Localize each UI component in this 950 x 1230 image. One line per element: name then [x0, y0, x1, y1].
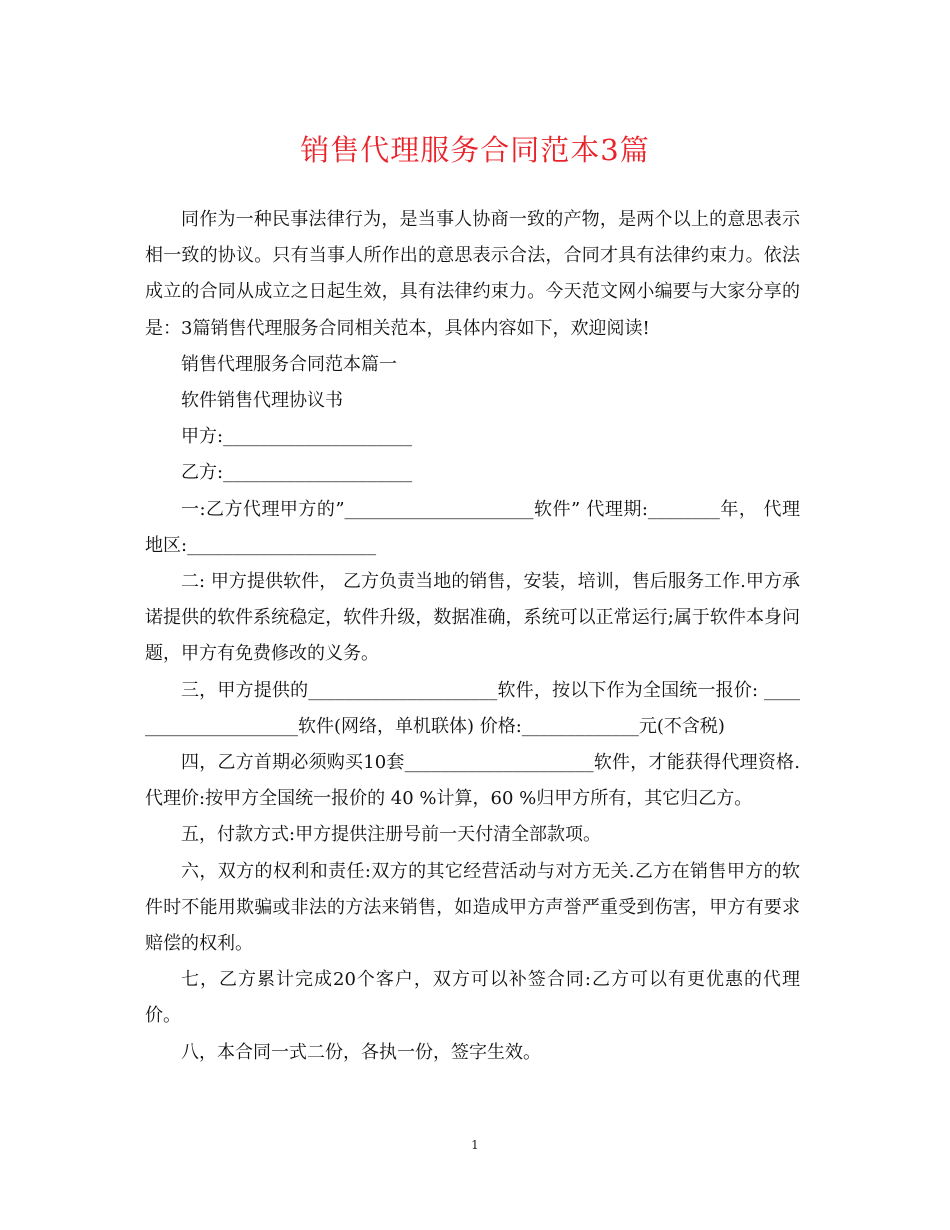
document-title: 销售代理服务合同范本3篇	[300, 133, 650, 167]
party-b-line: 乙方:_____________________	[181, 462, 413, 484]
party-a-line: 甲方:_____________________	[181, 426, 413, 448]
clause-7: 七，乙方累计完成20个客户，双方可以补签合同:乙方可以有更优惠的代理价。	[145, 969, 800, 1027]
clause-6: 六，双方的权利和责任:双方的其它经营活动与对方无关.乙方在销售甲方的软件时不能用欺骗或非法的方法来销售，如造成甲方声誉严重受到伤害，甲方有要求赔偿的权利。	[145, 860, 800, 955]
page-number: 1	[471, 1138, 479, 1152]
intro-paragraph: 同作为一种民事法律行为，是当事人协商一致的产物，是两个以上的意思表示相一致的协议。只有当事人所作出的意思表示合法，合同才具有法律约束力。依法成立的合同从成立之日起生效，具有法律约束力。今天范文网小编要与大家分享的是：3篇销售代理服务合同相关范本，具体内容如下，欢迎阅读!	[145, 209, 800, 339]
agreement-title: 软件销售代理协议书	[181, 390, 343, 412]
clause-1: 一:乙方代理甲方的”_____________________软件” 代理期:________年， 代理地区:_____________________	[145, 498, 800, 556]
document-body	[145, 202, 800, 1071]
section-heading: 销售代理服务合同范本篇一	[181, 353, 397, 375]
clause-3: 三，甲方提供的_____________________软件，按以下作为全国统一报价: _____________________软件(网络，单机联体) 价格:_____________元(不含税)	[145, 679, 800, 737]
clause-2: 二: 甲方提供软件， 乙方负责当地的销售，安装，培训，售后服务工作.甲方承诺提供的软件系统稳定，软件升级，数据准确，系统可以正常运行;属于软件本身问题，甲方有免费修改的义务。	[145, 571, 800, 665]
clause-5: 五，付款方式:甲方提供注册号前一天付清全部款项。	[181, 824, 602, 846]
clause-4: 四，乙方首期必须购买10套_____________________软件，才能获得代理资格. 代理价:按甲方全国统一报价的 40 %计算，60 %归甲方所有，其它归乙方。	[145, 752, 800, 810]
clause-8: 八，本合同一式二份，各执一份，签字生效。	[181, 1041, 541, 1063]
